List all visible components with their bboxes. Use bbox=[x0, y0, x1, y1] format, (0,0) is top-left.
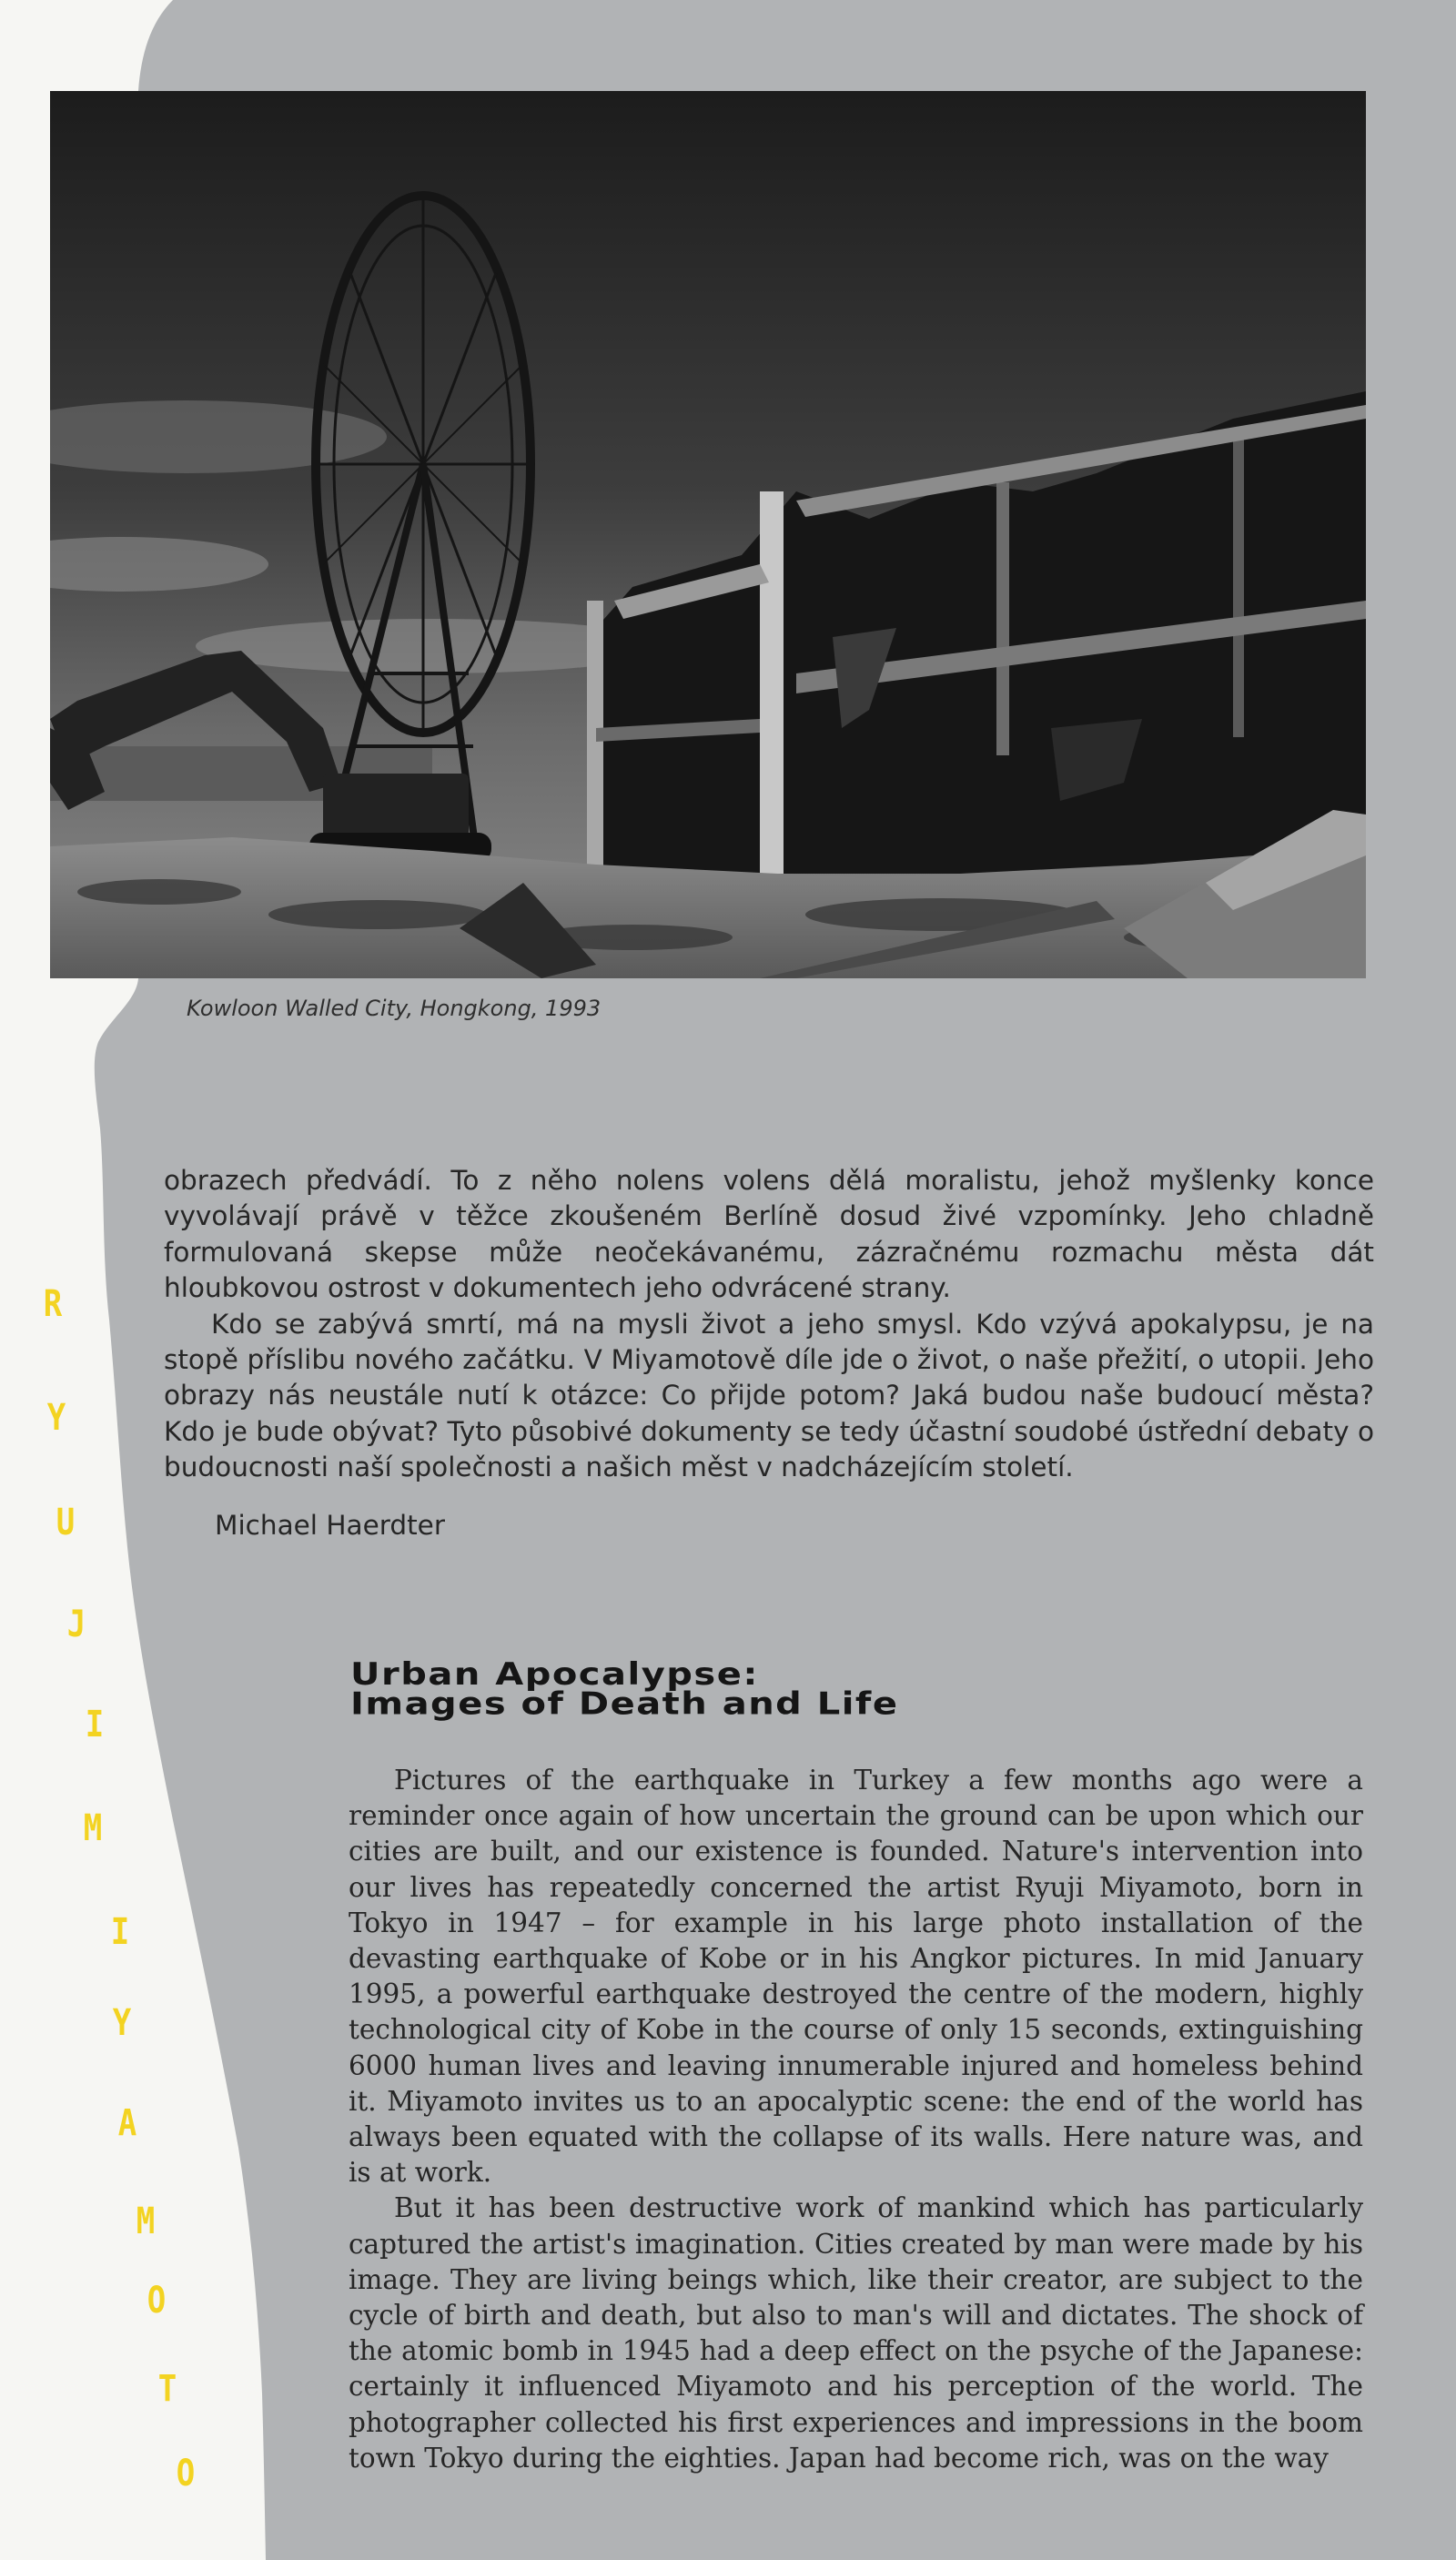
name-letter: Y bbox=[112, 2002, 132, 2044]
name-letter: O bbox=[147, 2280, 167, 2322]
vertical-artist-name bbox=[18, 1283, 196, 2494]
title-line-2: Images of Death and Life bbox=[350, 1685, 899, 1722]
czech-paragraph-1: obrazech předvádí. To z něho nolens volens dělá moralistu, jehož myšlenky konce vyvolávají právě v těžce zkoušeném Berlíně dosud živé vzpomínky. Jeho chladně formulovaná skepse může neočekávanému, zázračnému rozmachu města dát hloubkovou ostrost v dokumentech jeho odvrácené strany. bbox=[164, 1165, 1374, 1304]
name-letter: I bbox=[85, 1704, 105, 1745]
czech-article-text bbox=[164, 1163, 1374, 1543]
english-paragraph-1: Pictures of the earthquake in Turkey a few months ago were a reminder once again of how uncertain the ground can be upon which our cities are built, and our existence is founded. Nature's intervention into our lives has repeatedly concerned the artist Ryuji Miyamoto, born in Tokyo in 1947 – for example in his large photo installation of the devasting earthquake of Kobe or in his Angkor pictures. In mid January 1995, a powerful earthquake destroyed the centre of the modern, highly technological city of Kobe in the course of only 15 seconds, extinguishing 6000 human lives and leaving innumerable injured and homeless behind it. Miyamoto invites us to an apocalyptic scene: the end of the world has always been equated with the collapse of its walls. Here nature was, and is at work. bbox=[349, 1765, 1363, 2189]
name-letter: M bbox=[136, 2201, 156, 2242]
name-letter: O bbox=[176, 2453, 196, 2494]
article-title bbox=[350, 1656, 1351, 1722]
english-paragraph-2: But it has been destructive work of mankind which has particularly captured the artist's imagination. Cities created by man were made by his image. They are living beings which, like their creator, are subject to the cycle of birth and death, but also to man's will and dictates. The shock of the atomic bomb in 1945 had a deep effect on the psyche of the Japanese: certainly it influenced Miyamoto and his perception of the world. The photographer collected his first experiences and impressions in the boom town Tokyo during the eighties. Japan had become rich, was on the way bbox=[349, 2192, 1363, 2474]
author-signature: Michael Haerdter bbox=[215, 1509, 445, 1541]
name-letter: R bbox=[43, 1283, 63, 1325]
name-letter: T bbox=[157, 2368, 177, 2410]
english-article-text bbox=[349, 1763, 1363, 2476]
name-letter: A bbox=[117, 2102, 137, 2144]
name-letter: U bbox=[56, 1502, 76, 1543]
photo-caption: Kowloon Walled City, Hongkong, 1993 bbox=[187, 996, 602, 1021]
name-letter: I bbox=[110, 1911, 130, 1953]
title-line-1: Urban Apocalypse: bbox=[350, 1656, 759, 1693]
name-letter: J bbox=[66, 1604, 86, 1645]
name-letter: M bbox=[83, 1807, 103, 1849]
demolition-photograph bbox=[50, 91, 1366, 978]
name-letter: Y bbox=[46, 1397, 66, 1439]
czech-paragraph-2: Kdo se zabývá smrtí, má na mysli život a jeho smysl. Kdo vzývá apokalypsu, je na stopě příslibu nového začátku. V Miyamotově díle jde o život, o naše přežití, o utopii. Jeho obrazy nás neustále nutí k otázce: Co přijde potom? Jaká budou naše budoucí města? Kdo je bude obývat? Tyto působivé dokumenty se tedy účastní soudobé ústřední debaty o budoucnosti naší společnosti a našich měst v nadcházejícím století. bbox=[164, 1308, 1374, 1483]
